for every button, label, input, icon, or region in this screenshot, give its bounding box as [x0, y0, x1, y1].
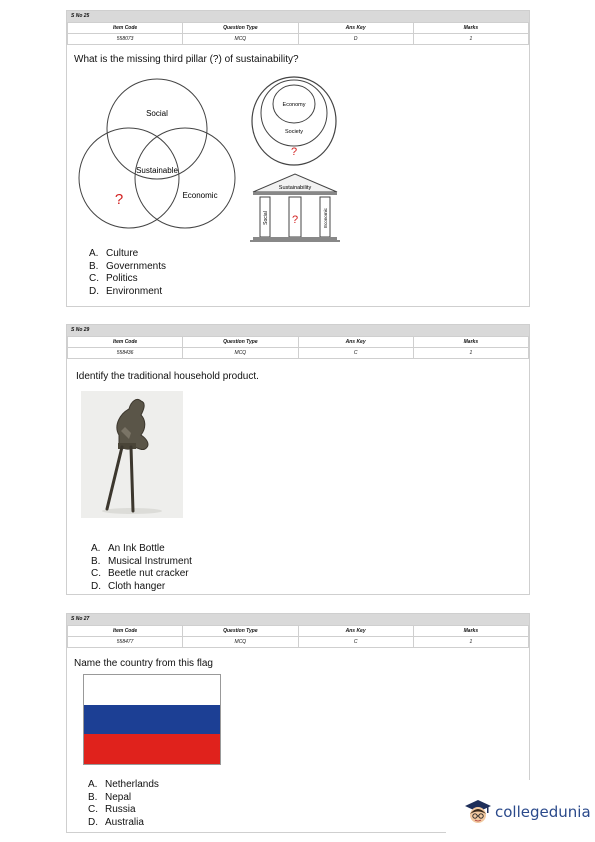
question-type-value: MCQ: [183, 348, 298, 359]
option-d: D. Australia: [88, 816, 144, 828]
option-c: C. Beetle nut cracker: [91, 568, 189, 579]
venn-label-sustainable: Sustainable: [136, 166, 178, 175]
flag-stripe-white: [84, 675, 220, 705]
serial-number: S No 25: [67, 11, 529, 22]
question-type-value: MCQ: [183, 637, 298, 648]
question-type-value: MCQ: [183, 34, 298, 45]
question-card-3: [66, 613, 530, 780]
options-list: [89, 248, 166, 298]
flag-stripe-red: [84, 734, 220, 764]
graduate-icon: [464, 798, 492, 826]
venn-circle-left: [79, 128, 179, 228]
option-b: B. Musical Instrument: [91, 555, 192, 567]
option-c: C. Politics: [89, 273, 138, 284]
meta-header-item-code: Item Code: [68, 23, 183, 34]
marks-value: 1: [413, 637, 528, 648]
meta-header-item-code: Item Code: [68, 337, 183, 348]
item-code-value: 558436: [68, 348, 183, 359]
nested-label-society: Society: [284, 129, 304, 135]
brand-name: collegedunia: [495, 803, 591, 821]
meta-header-ans-key: Ans Key: [298, 337, 413, 348]
nested-middle-circle: [261, 80, 327, 146]
meta-header-marks: Marks: [413, 23, 528, 34]
venn-label-social: Social: [146, 109, 168, 118]
ans-key-value: D: [298, 34, 413, 45]
meta-header-question-type: Question Type: [183, 23, 298, 34]
meta-header-ans-key: Ans Key: [298, 23, 413, 34]
question-text: Name the country from this flag: [74, 658, 213, 669]
meta-table: [67, 22, 529, 45]
options-list-q3: [88, 779, 159, 829]
meta-header-ans-key: Ans Key: [298, 626, 413, 637]
pillar-question-mark: ?: [291, 214, 299, 226]
meta-table: [67, 336, 529, 359]
item-code-value: 558477: [68, 637, 183, 648]
meta-table: [67, 625, 529, 648]
meta-header-question-type: Question Type: [183, 337, 298, 348]
sustainability-figure: [67, 71, 367, 251]
pillars-roof-label: Sustainability: [278, 185, 312, 191]
collegedunia-logo: [464, 797, 591, 827]
option-b: B. Nepal: [88, 791, 132, 803]
marks-value: 1: [413, 348, 528, 359]
item-code-value: 558073: [68, 34, 183, 45]
nested-question-mark: ?: [290, 146, 298, 158]
marks-value: 1: [413, 34, 528, 45]
serial-number: S No 27: [67, 614, 529, 625]
option-c: C. Russia: [88, 804, 136, 815]
option-d: D. Environment: [89, 285, 163, 297]
venn-circle-social: [107, 79, 207, 179]
ans-key-value: C: [298, 637, 413, 648]
venn-question-mark: ?: [114, 191, 124, 208]
question-text: What is the missing third pillar (?) of sustainability?: [74, 54, 299, 65]
pillar-label-economic: Economic: [323, 208, 328, 228]
meta-header-marks: Marks: [413, 337, 528, 348]
options-list: [91, 543, 192, 593]
meta-header-item-code: Item Code: [68, 626, 183, 637]
option-d: D. Cloth hanger: [91, 580, 166, 592]
option-a: A. An Ink Bottle: [91, 543, 165, 554]
nut-cracker-image: [81, 391, 183, 518]
venn-label-economic: Economic: [182, 191, 218, 200]
question-card-1: [66, 10, 530, 307]
option-a: A. Netherlands: [88, 779, 159, 790]
ans-key-value: C: [298, 348, 413, 359]
flag-image: [83, 674, 221, 765]
flag-stripe-blue: [84, 705, 220, 735]
nested-label-economy: Economy: [282, 102, 306, 108]
venn-circle-economic: [135, 128, 235, 228]
serial-number: S No 29: [67, 325, 529, 336]
meta-header-marks: Marks: [413, 626, 528, 637]
option-a: A. Culture: [89, 248, 139, 259]
pillar-label-social: Social: [263, 211, 269, 225]
question-card-2: [66, 324, 530, 595]
meta-header-question-type: Question Type: [183, 626, 298, 637]
question-text: Identify the traditional household product.: [76, 371, 259, 382]
option-b: B. Governments: [89, 260, 167, 272]
